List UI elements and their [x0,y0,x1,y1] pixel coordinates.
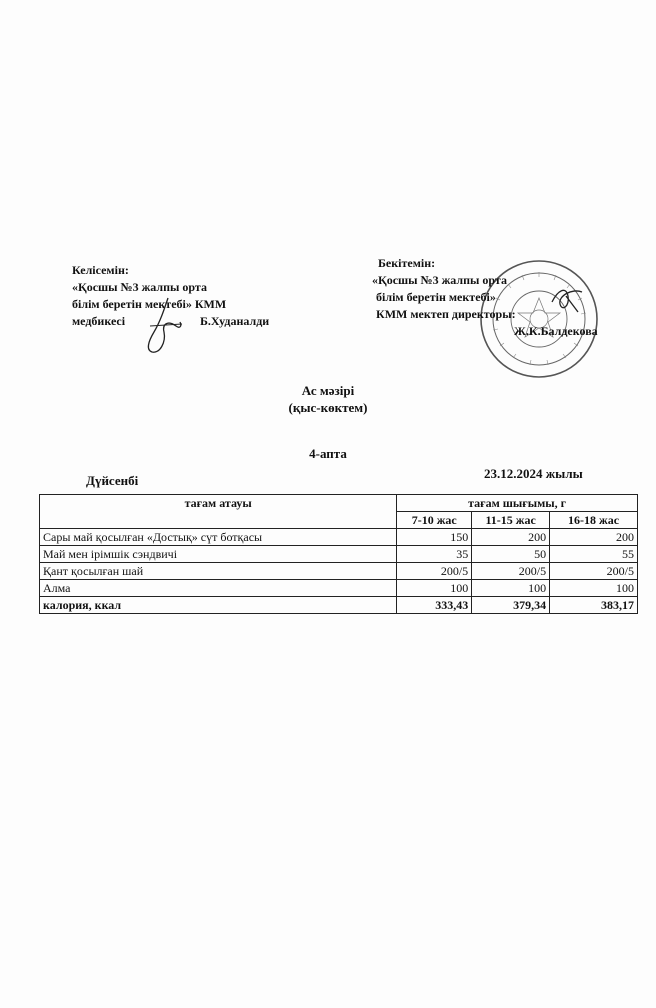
menu-table [39,494,638,614]
right-approval-school-line2: білім беретін мектебі» [376,290,496,304]
left-approval-heading: Келісемін: [72,263,129,277]
dish-yield: 100 [550,580,638,597]
table-row [40,546,638,563]
header-age-group: 11-15 жас [472,512,550,529]
menu-day: Дүйсенбі [86,473,139,488]
table-total-row [40,597,638,614]
header-age-group: 16-18 жас [550,512,638,529]
header-dish-name: тағам атауы [40,495,397,529]
menu-date: 23.12.2024 жылы [484,466,583,481]
dish-name: Май мен ірімшік сэндвичі [40,546,397,563]
total-calories: 333,43 [397,597,472,614]
dish-name: Қант қосылған шай [40,563,397,580]
right-approval-heading: Бекітемін: [378,256,436,270]
table-row [40,529,638,546]
menu-season: (қыс-көктем) [288,400,368,415]
nurse-signature [138,296,188,358]
dish-yield: 200/5 [397,563,472,580]
left-approval-school-line2: білім беретін мектебі» КММ [72,297,227,311]
dish-yield: 50 [472,546,550,563]
dish-name: Сары май қосылған «Достық» сүт ботқасы [40,529,397,546]
header-yield: тағам шығымы, г [397,495,638,512]
table-row [40,580,638,597]
dish-yield: 200 [472,529,550,546]
dish-yield: 200 [550,529,638,546]
table-header-row [40,495,638,512]
header-age-group: 7-10 жас [397,512,472,529]
left-approval-school-line1: «Қосшы №3 жалпы орта [72,280,207,294]
dish-yield: 200/5 [472,563,550,580]
director-signature [548,282,588,318]
menu-week: 4-апта [309,446,347,461]
dish-yield: 150 [397,529,472,546]
dish-yield: 100 [397,580,472,597]
right-approval-school-line1: «Қосшы №3 жалпы орта [372,273,507,287]
dish-yield: 200/5 [550,563,638,580]
right-approval-name: Ж.К.Балдекова [514,324,598,338]
total-calories: 379,34 [472,597,550,614]
dish-yield: 35 [397,546,472,563]
dish-yield: 100 [472,580,550,597]
dish-name: Алма [40,580,397,597]
total-calories: 383,17 [550,597,638,614]
menu-title: Ас мәзірі [301,383,355,398]
right-approval-role: КММ мектеп директоры: [376,307,516,321]
table-row [40,563,638,580]
left-approval-name: Б.Худаналди [200,314,270,328]
dish-yield: 55 [550,546,638,563]
total-label: калория, ккал [40,597,397,614]
left-approval-role: медбикесі [72,314,126,328]
